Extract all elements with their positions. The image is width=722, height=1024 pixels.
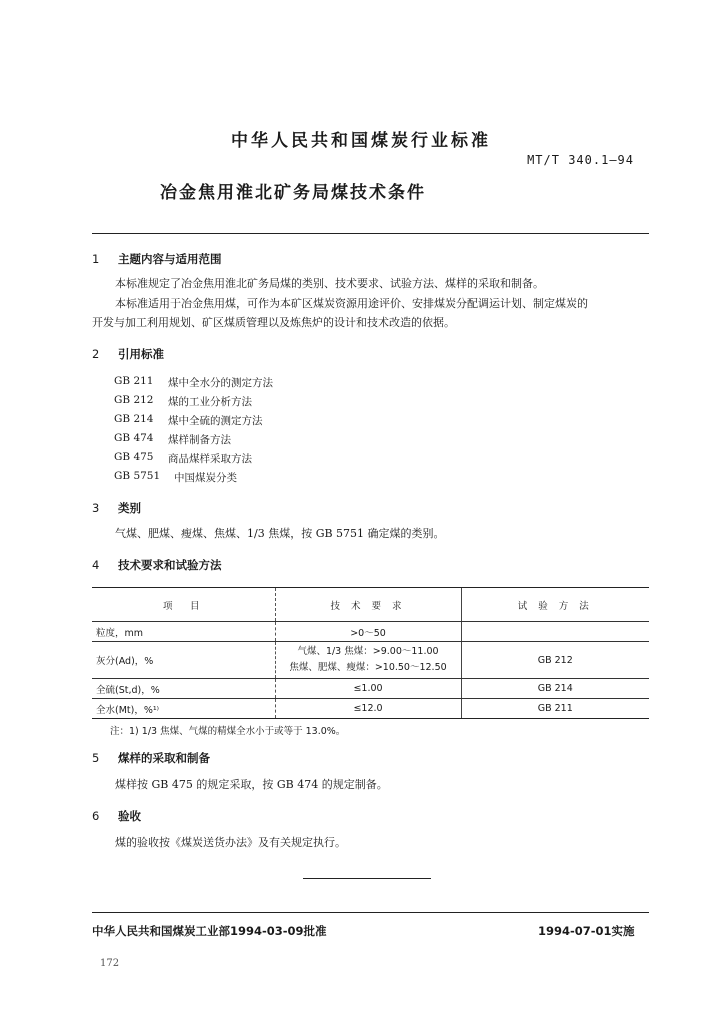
table-row bbox=[92, 679, 649, 699]
section-2-heading bbox=[92, 346, 164, 362]
table-row bbox=[92, 622, 649, 642]
footer-rule bbox=[92, 912, 649, 913]
ref-code: GB 214 bbox=[114, 413, 154, 425]
cell-method: GB 214 bbox=[461, 679, 649, 699]
column-header: 项 目 bbox=[92, 588, 275, 622]
page-number: 172 bbox=[100, 958, 120, 969]
document-title: 冶金焦用淮北矿务局煤技术条件 bbox=[160, 183, 426, 203]
cell-requirement: >0～50 bbox=[275, 622, 461, 642]
section-5-heading bbox=[92, 750, 210, 766]
ref-name: 煤的工业分析方法 bbox=[168, 396, 252, 408]
section-1-paragraph-1: 本标准规定了冶金焦用淮北矿务局煤的类别、技术要求、试验方法、煤样的采取和制备。 bbox=[115, 277, 544, 290]
ref-code: GB 212 bbox=[114, 394, 154, 406]
section-3-heading bbox=[92, 500, 141, 516]
section-6-paragraph: 煤的验收按《煤炭送货办法》及有关规定执行。 bbox=[115, 836, 346, 849]
section-1-heading bbox=[92, 251, 222, 267]
ref-code: GB 475 bbox=[114, 451, 154, 463]
standard-code: MT/T 340.1—94 bbox=[527, 153, 634, 167]
ref-name: 煤中全硫的测定方法 bbox=[168, 415, 263, 427]
table-row bbox=[92, 642, 649, 679]
section-1-paragraph-2: 本标准适用于冶金焦用煤，可作为本矿区煤炭资源用途评价、安排煤炭分配调运计划、制定煤炭的 bbox=[115, 297, 588, 310]
ref-code: GB 474 bbox=[114, 432, 154, 444]
ref-name: 商品煤样采取方法 bbox=[168, 453, 252, 465]
section-number: 2 bbox=[92, 347, 100, 361]
cell-method: GB 211 bbox=[461, 699, 649, 719]
spec-table bbox=[92, 587, 649, 719]
cell-item: 全水(Mt)，%¹⁾ bbox=[92, 699, 275, 719]
column-header: 试 验 方 法 bbox=[461, 588, 649, 622]
end-rule bbox=[303, 878, 431, 879]
section-number: 3 bbox=[92, 501, 100, 515]
cell-item: 全硫(St,d)，% bbox=[92, 679, 275, 699]
cell-method bbox=[461, 622, 649, 642]
table-row bbox=[92, 699, 649, 719]
section-3-paragraph: 气煤、肥煤、瘦煤、焦煤、1/3 焦煤，按 GB 5751 确定煤的类别。 bbox=[115, 527, 445, 540]
cell-requirement bbox=[275, 642, 461, 679]
section-number: 4 bbox=[92, 558, 100, 572]
ref-code: GB 5751 bbox=[114, 470, 161, 482]
section-title: 主题内容与适用范围 bbox=[118, 252, 222, 266]
requirement-line: 气煤、1/3 焦煤：>9.00～11.00 bbox=[297, 646, 439, 657]
ref-name: 煤样制备方法 bbox=[168, 434, 231, 446]
ref-name: 中国煤炭分类 bbox=[174, 472, 237, 484]
org-title: 中华人民共和国煤炭行业标准 bbox=[231, 131, 491, 151]
section-5-paragraph: 煤样按 GB 475 的规定采取，按 GB 474 的规定制备。 bbox=[115, 778, 388, 791]
section-title: 技术要求和试验方法 bbox=[118, 558, 222, 572]
approval-line: 中华人民共和国煤炭工业部1994-03-09批准 bbox=[92, 924, 327, 938]
cell-requirement: ≤1.00 bbox=[275, 679, 461, 699]
cell-item: 灰分(Ad)，% bbox=[92, 642, 275, 679]
table-note: 注：1) 1/3 焦煤、气煤的精煤全水小于或等于 13.0%。 bbox=[110, 726, 346, 737]
section-title: 引用标准 bbox=[118, 347, 164, 361]
cell-item: 粒度，mm bbox=[92, 622, 275, 642]
cell-requirement: ≤12.0 bbox=[275, 699, 461, 719]
section-number: 6 bbox=[92, 809, 100, 823]
section-6-heading bbox=[92, 808, 141, 824]
header-rule bbox=[92, 233, 649, 234]
section-4-heading bbox=[92, 557, 222, 573]
section-number: 5 bbox=[92, 751, 100, 765]
section-number: 1 bbox=[92, 252, 100, 266]
section-title: 煤样的采取和制备 bbox=[118, 751, 210, 765]
section-title: 验收 bbox=[118, 809, 141, 823]
column-header: 技 术 要 求 bbox=[275, 588, 461, 622]
table-header-row bbox=[92, 588, 649, 622]
cell-method: GB 212 bbox=[461, 642, 649, 679]
requirement-line: 焦煤、肥煤、瘦煤：>10.50～12.50 bbox=[289, 662, 447, 673]
ref-name: 煤中全水分的测定方法 bbox=[168, 377, 273, 389]
effective-date: 1994-07-01实施 bbox=[538, 924, 635, 938]
ref-code: GB 211 bbox=[114, 375, 154, 387]
section-1-paragraph-2-cont: 开发与加工利用规划、矿区煤质管理以及炼焦炉的设计和技术改造的依据。 bbox=[92, 316, 455, 329]
section-title: 类别 bbox=[118, 501, 141, 515]
